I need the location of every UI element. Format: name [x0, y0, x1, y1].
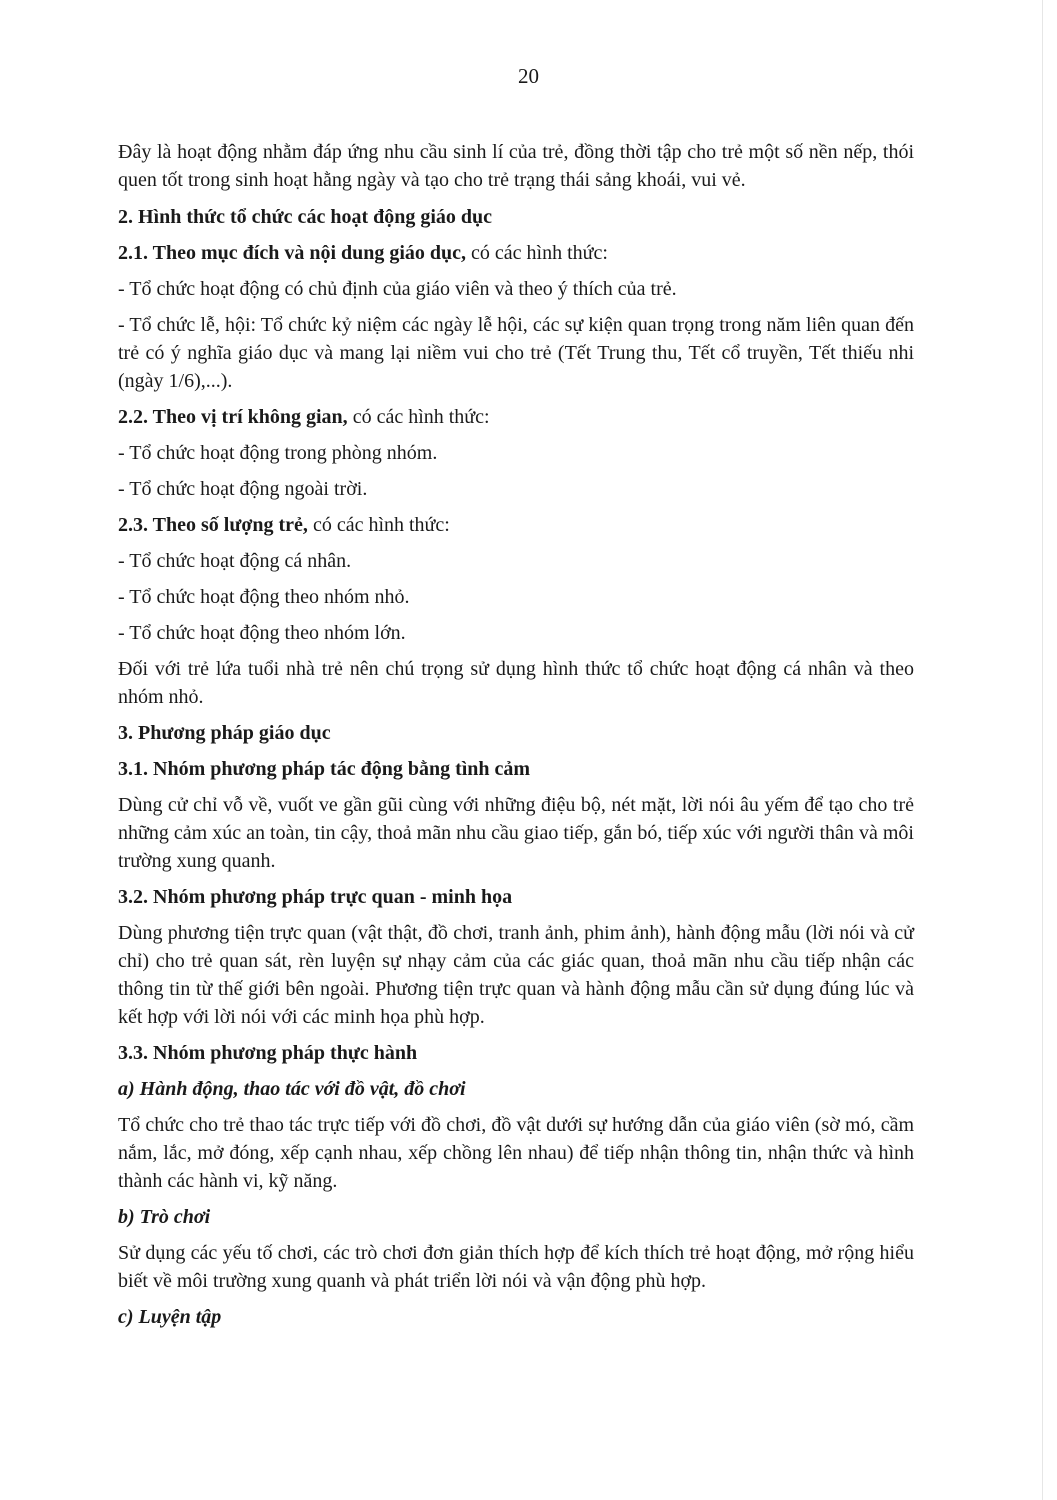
- subsection-heading: [118, 403, 914, 431]
- heading-bold-text: 2.1. Theo mục đích và nội dung giáo dục,: [118, 242, 467, 264]
- heading-text: 2. Hình thức tổ chức các hoạt động giáo dục: [118, 206, 493, 228]
- page-number: 20: [518, 64, 539, 88]
- paragraph-text: - Tổ chức hoạt động theo nhóm lớn.: [118, 622, 406, 644]
- paragraph: [118, 919, 914, 1031]
- paragraph: [118, 1111, 914, 1195]
- paragraph-text: - Tổ chức hoạt động trong phòng nhóm.: [118, 442, 438, 464]
- heading-text: a) Hành động, thao tác với đồ vật, đồ chơi: [118, 1078, 466, 1100]
- heading-text: 3.1. Nhóm phương pháp tác động bằng tình cảm: [118, 758, 531, 780]
- heading-text: b) Trò chơi: [118, 1206, 211, 1228]
- paragraph: [118, 1239, 914, 1295]
- paragraph-text: Dùng phương tiện trực quan (vật thật, đồ chơi, tranh ảnh, phim ảnh), hành động mẫu (lời nói và cử chỉ) cho trẻ quan sát, rèn luyện sự nhạy cảm của các giác quan, thoả mãn nhu cầu tiếp nhận các thông tin từ thế giới bên ngoài. Phương tiện trực quan và hành động mẫu cần sử dụng đúng lúc và kết hợp với lời nói với các minh họa phù hợp.: [118, 922, 914, 1028]
- paragraph-text: - Tổ chức hoạt động cá nhân.: [118, 550, 352, 572]
- paragraph: [118, 311, 914, 395]
- paragraph-text: Đây là hoạt động nhằm đáp ứng nhu cầu sinh lí của trẻ, đồng thời tập cho trẻ một số nền nếp, thói quen tốt trong sinh hoạt hằng ngày và tạo cho trẻ trạng thái sảng khoái, vui vẻ.: [118, 141, 914, 191]
- heading-rest-text: có các hình thức:: [466, 242, 608, 264]
- subsection-heading: [118, 239, 914, 267]
- subsection-heading: [118, 511, 914, 539]
- heading-bold-text: 2.2. Theo vị trí không gian,: [118, 406, 348, 428]
- paragraph-text: - Tổ chức hoạt động theo nhóm nhỏ.: [118, 586, 410, 608]
- paragraph-text: - Tổ chức hoạt động có chủ định của giáo viên và theo ý thích của trẻ.: [118, 278, 677, 300]
- subsection-heading: [118, 1039, 914, 1067]
- paragraph: [118, 791, 914, 875]
- heading-rest-text: có các hình thức:: [347, 406, 490, 428]
- subsection-heading: [118, 883, 914, 911]
- heading-rest-text: có các hình thức:: [307, 514, 450, 536]
- list-item: [118, 475, 914, 503]
- document-body: [118, 110, 914, 1331]
- heading-text: 3. Phương pháp giáo dục: [118, 722, 331, 744]
- heading-bold-text: 2.3. Theo số lượng trẻ,: [118, 514, 308, 536]
- page-edge: [1042, 0, 1043, 1500]
- paragraph-text: Đối với trẻ lứa tuổi nhà trẻ nên chú trọng sử dụng hình thức tổ chức hoạt động cá nhân và theo nhóm nhỏ.: [118, 658, 914, 708]
- paragraph-text: Sử dụng các yếu tố chơi, các trò chơi đơn giản thích hợp để kích thích trẻ hoạt động, mở rộng hiểu biết về môi trường xung quanh và phát triển lời nói và vận động phù hợp.: [118, 1242, 914, 1292]
- section-heading: [118, 719, 914, 747]
- subsection-heading: [118, 755, 914, 783]
- heading-text: c) Luyện tập: [118, 1306, 222, 1328]
- italic-heading: [118, 1303, 914, 1331]
- paragraph-text: Tổ chức cho trẻ thao tác trực tiếp với đồ chơi, đồ vật dưới sự hướng dẫn của giáo viên (sờ mó, cầm nắm, lắc, mở đóng, xếp cạnh nhau, xếp chồng lên nhau) để tiếp nhận thông tin, nhận thức và hình thành các hành vi, kỹ năng.: [118, 1114, 914, 1192]
- italic-heading: [118, 1203, 914, 1231]
- paragraph-text: Dùng cử chỉ vỗ về, vuốt ve gần gũi cùng với những điệu bộ, nét mặt, lời nói âu yếm để tạo cho trẻ những cảm xúc an toàn, tin cậy, thoả mãn nhu cầu giao tiếp, gắn bó, tiếp xúc với người thân và môi trường xung quanh.: [118, 794, 914, 872]
- list-item: [118, 275, 914, 303]
- heading-text: 3.3. Nhóm phương pháp thực hành: [118, 1042, 418, 1064]
- list-item: [118, 439, 914, 467]
- list-item: [118, 583, 914, 611]
- list-item: [118, 547, 914, 575]
- section-heading: [118, 203, 914, 231]
- paragraph-text: - Tổ chức lễ, hội: Tổ chức kỷ niệm các ngày lễ hội, các sự kiện quan trọng trong năm liên quan đến trẻ có ý nghĩa giáo dục và mang lại niềm vui cho trẻ (Tết Trung thu, Tết cổ truyền, Tết thiếu nhi (ngày 1/6),...).: [118, 314, 914, 392]
- paragraph-text: - Tổ chức hoạt động ngoài trời.: [118, 478, 368, 500]
- paragraph: [118, 110, 914, 194]
- paragraph: [118, 655, 914, 711]
- heading-text: 3.2. Nhóm phương pháp trực quan - minh họa: [118, 886, 513, 908]
- list-item: [118, 619, 914, 647]
- italic-heading: [118, 1075, 914, 1103]
